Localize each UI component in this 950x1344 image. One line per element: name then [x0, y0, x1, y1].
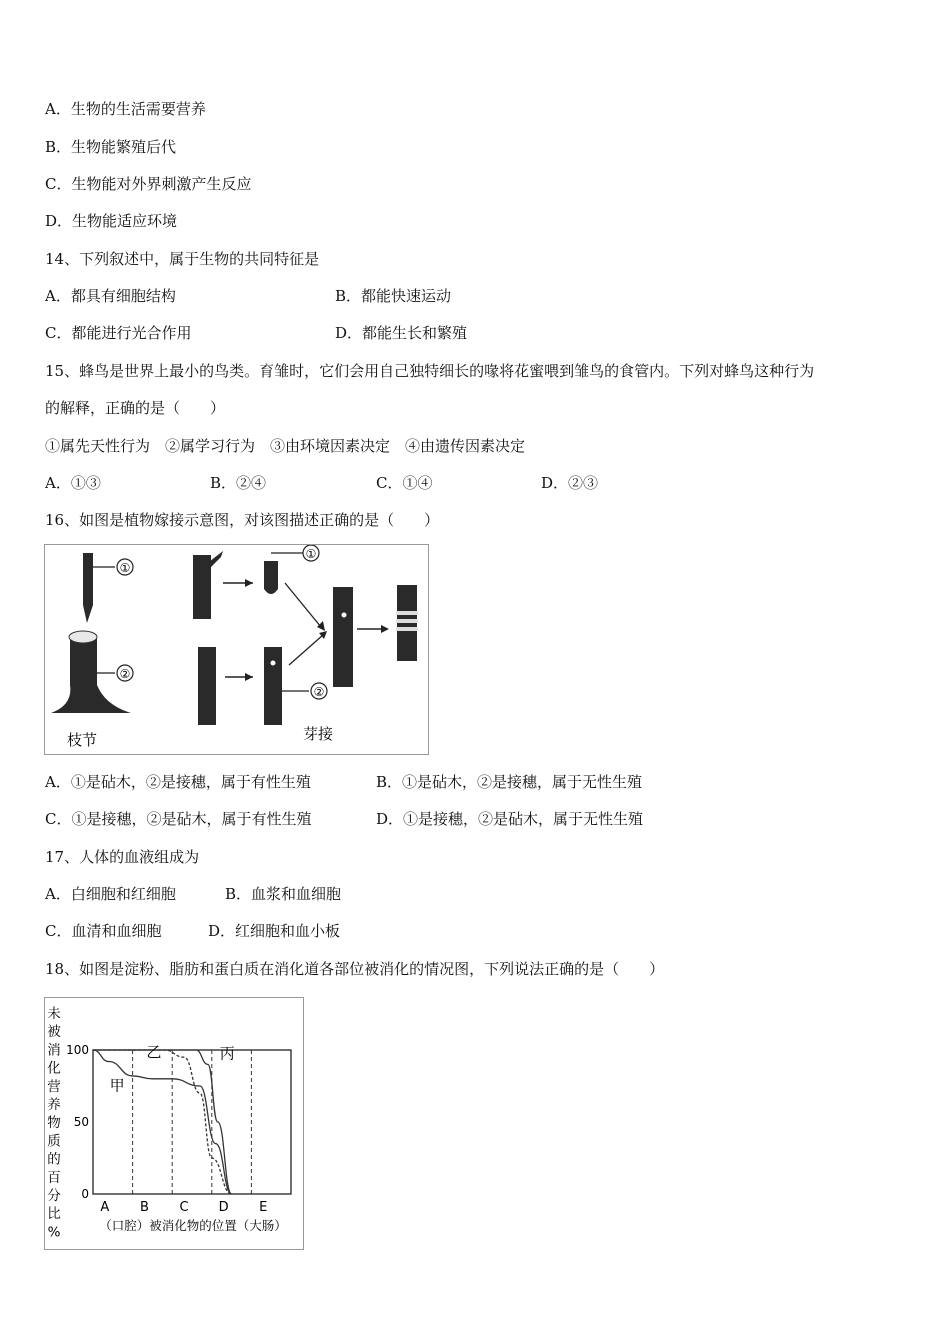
series-lines: [93, 1050, 232, 1194]
q17-option-b: B．血浆和血细胞: [225, 885, 342, 903]
grafting-diagram: [45, 545, 428, 754]
marker-2-right: ②: [313, 685, 325, 699]
q17-option-d: D．红细胞和血小板: [208, 922, 341, 940]
x-tick-label: C: [179, 1200, 189, 1215]
arrow-2-icon: [317, 621, 325, 631]
q15-statements: ①属先天性行为 ②属学习行为 ③由环境因素决定 ④由遗传因素决定: [45, 437, 526, 455]
q13-option-c: C．生物能对外界刺激产生反应: [45, 175, 252, 193]
digestion-figure: [44, 997, 304, 1250]
series-label: 甲: [109, 1076, 125, 1095]
y-label-char: 比: [47, 1206, 61, 1223]
x-tick-label: E: [259, 1200, 268, 1215]
y-label-char: 物: [47, 1115, 61, 1132]
y-label-char: 消: [47, 1042, 61, 1059]
q17-stem: 17、人体的血液组成为: [45, 848, 200, 866]
x-tick-label: B: [139, 1200, 149, 1215]
q15-stem-line2: 的解释，正确的是（ ）: [45, 399, 226, 417]
q15-option-c: C．①④: [376, 474, 433, 492]
q13-option-a: A．生物的生活需要营养: [45, 100, 206, 118]
stock-bottom-left: [198, 647, 216, 725]
q14-option-c: C．都能进行光合作用: [45, 324, 192, 342]
arrow-1-icon: [245, 579, 253, 587]
x-ticks: [100, 1200, 267, 1215]
section-dividers: [133, 1050, 252, 1194]
arrow-3-icon: [245, 673, 253, 681]
y-label-char: 未: [47, 1006, 61, 1022]
label-branch-graft: 枝节: [67, 731, 98, 749]
x-tick-label: D: [218, 1200, 229, 1215]
marker-2-left: ②: [119, 667, 131, 681]
q16-option-d: D．①是接穗，②是砧木，属于无性生殖: [376, 810, 644, 828]
scion-left: [83, 553, 93, 623]
bud-piece: [264, 561, 278, 594]
stock-bottom-right: [264, 647, 282, 725]
y-tick-label: 50: [73, 1115, 89, 1129]
q13-option-b: B．生物能繁殖后代: [45, 138, 177, 156]
y-label-char: 养: [47, 1097, 61, 1113]
y-label-char: %: [47, 1224, 61, 1241]
q14-stem: 14、下列叙述中，属于生物的共同特征是: [45, 250, 320, 268]
q17-option-a: A．白细胞和红细胞: [45, 885, 176, 903]
y-label-char: 质: [47, 1133, 61, 1150]
q18-stem: 18、如图是淀粉、脂肪和蛋白质在消化道各部位被消化的情况图，下列说法正确的是（ ）: [45, 960, 665, 978]
q15-option-a: A．①③: [45, 474, 101, 492]
q14-option-a: A．都具有细胞结构: [45, 287, 176, 305]
digestion-chart: [45, 998, 303, 1249]
marker-1-left: ①: [119, 561, 131, 575]
label-bud-graft: 芽接: [303, 725, 334, 743]
q14-option-d: D．都能生长和繁殖: [335, 324, 468, 342]
series-label: 乙: [146, 1043, 162, 1062]
q16-stem: 16、如图是植物嫁接示意图，对该图描述正确的是（ ）: [45, 511, 440, 529]
x-axis-label: （口腔）被消化物的位置（大肠）: [99, 1218, 287, 1233]
q14-option-b: B．都能快速运动: [335, 287, 452, 305]
q15-option-b: B．②④: [210, 474, 267, 492]
y-label-char: 化: [47, 1060, 61, 1077]
q16-option-c: C．①是接穗，②是砧木，属于有性生殖: [45, 810, 312, 828]
y-axis-label: [47, 1005, 61, 1240]
marker-1-right: ①: [305, 547, 317, 561]
y-label-char: 营: [47, 1078, 61, 1095]
y-label-char: 被: [47, 1024, 61, 1041]
q17-option-c: C．血清和血细胞: [45, 922, 162, 940]
q16-option-b: B．①是砧木，②是接穗，属于无性生殖: [376, 773, 643, 791]
q15-stem-line1: 15、蜂鸟是世界上最小的鸟类。育雏时，它们会用自己独特细长的喙将花蜜喂到雏鸟的食管内。下列对蜂鸟这种行为: [45, 362, 815, 380]
series-line-丙: [93, 1050, 232, 1194]
grafted-branch: [333, 587, 353, 687]
q13-option-d: D．生物能适应环境: [45, 212, 178, 230]
arrow-5-icon: [381, 625, 389, 633]
q15-option-d: D．②③: [541, 474, 599, 492]
x-tick-label: A: [100, 1200, 110, 1215]
series-label: 丙: [219, 1044, 235, 1063]
y-label-char: 百: [47, 1169, 61, 1186]
grafting-figure: [44, 544, 429, 755]
q16-option-a: A．①是砧木，②是接穗，属于有性生殖: [45, 773, 311, 791]
y-label-char: 的: [47, 1151, 61, 1168]
y-tick-label: 0: [81, 1187, 89, 1201]
y-label-char: 分: [47, 1188, 61, 1204]
y-tick-label: 100: [66, 1043, 89, 1057]
y-ticks: [66, 1043, 89, 1201]
